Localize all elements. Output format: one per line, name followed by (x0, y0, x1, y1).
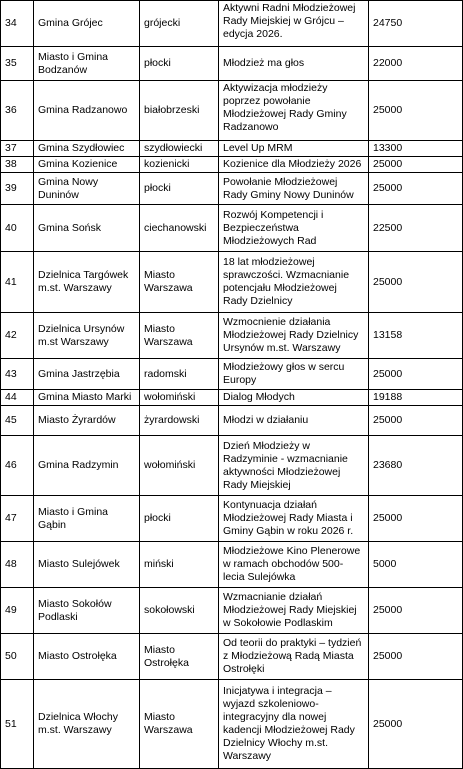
project-title: Powołanie Młodzieżowej Rady Gminy Nowy Duninów (219, 173, 369, 205)
applicant-name: Miasto i Gmina Gąbin (34, 496, 140, 542)
project-title: Inicjatywa i integracja – wyjazd szkoleniowo-integracyjny dla nowej kadencji Młodzieżowej Rady Dzielnicy Włochy m.st. Warszawy (219, 680, 369, 769)
project-title: Dialog Młodych (219, 390, 369, 406)
row-number: 35 (1, 47, 34, 81)
county: Miasto Warszawa (140, 313, 219, 359)
county: białobrzeski (140, 81, 219, 141)
grant-amount: 13300 (369, 141, 463, 157)
applicant-name: Gmina Nowy Duninów (34, 173, 140, 205)
table-row (1, 406, 463, 436)
county: Miasto Warszawa (140, 680, 219, 769)
table-row (1, 205, 463, 252)
table-row (1, 252, 463, 313)
row-number: 48 (1, 542, 34, 588)
applicant-name: Dzielnica Ursynów m.st Warszawy (34, 313, 140, 359)
county: Miasto Ostrołęka (140, 634, 219, 680)
table-row (1, 141, 463, 157)
project-title: Aktywni Radni Młodzieżowej Rady Miejskiej w Grójcu – edycja 2026. (219, 1, 369, 47)
project-title: Młodzież ma głos (219, 47, 369, 81)
applicant-name: Miasto Sulejówek (34, 542, 140, 588)
row-number: 36 (1, 81, 34, 141)
applicant-name: Miasto Sokołów Podlaski (34, 588, 140, 634)
table-row (1, 634, 463, 680)
table-row (1, 173, 463, 205)
county: radomski (140, 359, 219, 390)
table-row (1, 313, 463, 359)
row-number: 38 (1, 157, 34, 173)
grant-amount: 25000 (369, 252, 463, 313)
project-title: Wzmocnienie działania Młodzieżowej Rady Dzielnicy Ursynów m.st. Warszawy (219, 313, 369, 359)
table-row (1, 1, 463, 47)
project-title: Rozwój Kompetencji i Bezpieczeństwa Młodzieżowych Rad (219, 205, 369, 252)
project-title: Kontynuacja działań Młodzieżowej Rady Miasta i Gminy Gąbin w roku 2026 r. (219, 496, 369, 542)
project-title: Level Up MRM (219, 141, 369, 157)
applicant-name: Gmina Szydłowiec (34, 141, 140, 157)
project-title: Aktywizacja młodzieży poprzez powołanie Młodzieżowej Rady Gminy Radzanowo (219, 81, 369, 141)
grant-amount: 24750 (369, 1, 463, 47)
project-title: Wzmacnianie działań Młodzieżowej Rady Miejskiej w Sokołowie Podlaskim (219, 588, 369, 634)
grant-amount: 23680 (369, 436, 463, 496)
grant-amount: 22000 (369, 47, 463, 81)
grant-amount: 25000 (369, 406, 463, 436)
project-title: Młodzieżowe Kino Plenerowe w ramach obchodów 500-lecia Sulejówka (219, 542, 369, 588)
county: kozienicki (140, 157, 219, 173)
county: płocki (140, 47, 219, 81)
table-row (1, 157, 463, 173)
row-number: 49 (1, 588, 34, 634)
grant-amount: 13158 (369, 313, 463, 359)
grant-amount: 22500 (369, 205, 463, 252)
applicant-name: Miasto Ostrołęka (34, 634, 140, 680)
table-row (1, 588, 463, 634)
project-title: Młodzieżowy głos w sercu Europy (219, 359, 369, 390)
row-number: 34 (1, 1, 34, 47)
row-number: 40 (1, 205, 34, 252)
county: ciechanowski (140, 205, 219, 252)
project-title: Kozienice dla Młodzieży 2026 (219, 157, 369, 173)
applicant-name: Gmina Radzymin (34, 436, 140, 496)
table-row (1, 47, 463, 81)
row-number: 43 (1, 359, 34, 390)
grant-amount: 19188 (369, 390, 463, 406)
grant-amount: 25000 (369, 81, 463, 141)
applicant-name: Dzielnica Włochy m.st. Warszawy (34, 680, 140, 769)
county: miński (140, 542, 219, 588)
project-title: 18 lat młodzieżowej sprawczości. Wzmacnianie potencjału Młodzieżowej Rady Dzielnicy (219, 252, 369, 313)
county: wołomiński (140, 436, 219, 496)
county: płocki (140, 496, 219, 542)
county: szydłowiecki (140, 141, 219, 157)
grant-amount: 25000 (369, 634, 463, 680)
grant-amount: 25000 (369, 588, 463, 634)
row-number: 46 (1, 436, 34, 496)
row-number: 37 (1, 141, 34, 157)
row-number: 44 (1, 390, 34, 406)
county: wołomiński (140, 390, 219, 406)
table-row (1, 390, 463, 406)
row-number: 42 (1, 313, 34, 359)
table-row (1, 359, 463, 390)
grant-amount: 25000 (369, 173, 463, 205)
table-row (1, 436, 463, 496)
applicant-name: Gmina Jastrzębia (34, 359, 140, 390)
county: grójecki (140, 1, 219, 47)
grant-amount: 5000 (369, 542, 463, 588)
table-row (1, 496, 463, 542)
grant-amount: 25000 (369, 496, 463, 542)
row-number: 50 (1, 634, 34, 680)
project-title: Młodzi w działaniu (219, 406, 369, 436)
applicant-name: Gmina Kozienice (34, 157, 140, 173)
county: Miasto Warszawa (140, 252, 219, 313)
county: płocki (140, 173, 219, 205)
row-number: 47 (1, 496, 34, 542)
applicant-name: Gmina Radzanowo (34, 81, 140, 141)
table-row (1, 680, 463, 769)
applicant-name: Gmina Grójec (34, 1, 140, 47)
applicant-name: Miasto Żyrardów (34, 406, 140, 436)
row-number: 45 (1, 406, 34, 436)
applicant-name: Miasto i Gmina Bodzanów (34, 47, 140, 81)
project-title: Od teorii do praktyki – tydzień z Młodzieżową Radą Miasta Ostrołęki (219, 634, 369, 680)
row-number: 39 (1, 173, 34, 205)
grant-amount: 25000 (369, 680, 463, 769)
row-number: 41 (1, 252, 34, 313)
county: żyrardowski (140, 406, 219, 436)
applicant-name: Gmina Sońsk (34, 205, 140, 252)
county: sokołowski (140, 588, 219, 634)
table-row (1, 81, 463, 141)
grant-amount: 25000 (369, 359, 463, 390)
table-row (1, 542, 463, 588)
applicant-name: Gmina Miasto Marki (34, 390, 140, 406)
project-title: Dzień Młodzieży w Radzyminie - wzmacnianie aktywności Młodzieżowej Rady Miejskiej (219, 436, 369, 496)
grant-amount: 25000 (369, 157, 463, 173)
applicant-name: Dzielnica Targówek m.st. Warszawy (34, 252, 140, 313)
row-number: 51 (1, 680, 34, 769)
